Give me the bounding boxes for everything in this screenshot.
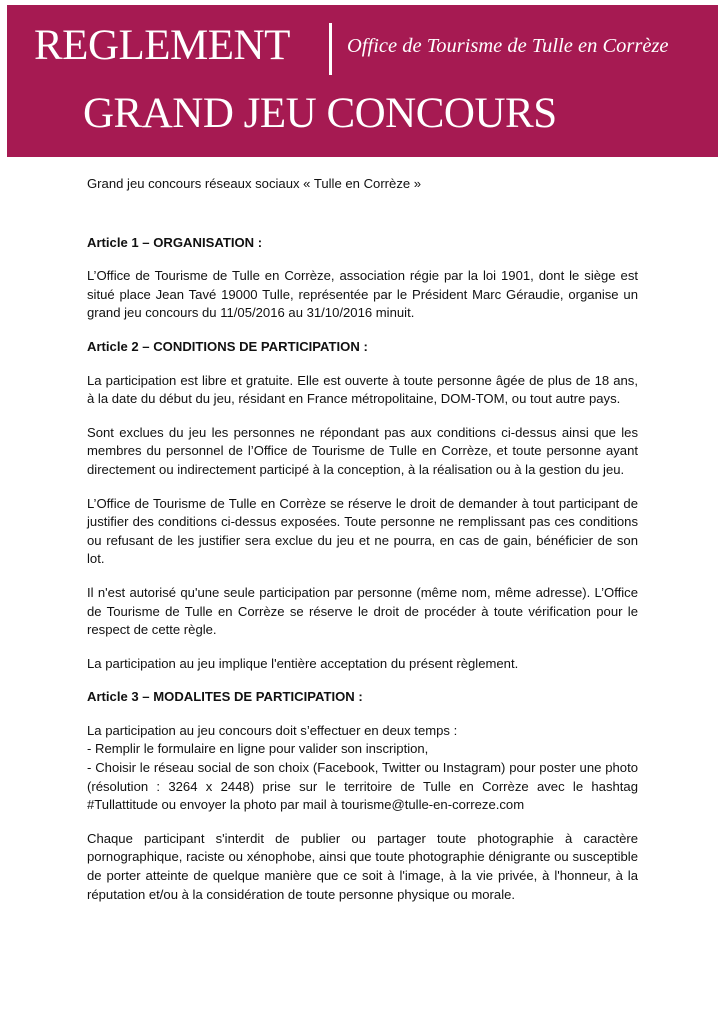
- article-1-paragraph: L’Office de Tourisme de Tulle en Corrèze, association régie par la loi 1901, dont le siège est situé place Jean Tavé 19000 Tulle, représentée par le Président Marc Géraudie, organise un grand jeu concours du 11/05/2016 au 31/10/2016 minuit.: [87, 268, 638, 321]
- document-body: [87, 175, 638, 919]
- title-grand-jeu-concours: GRAND JEU CONCOURS: [83, 90, 557, 137]
- title-reglement: REGLEMENT: [34, 22, 290, 69]
- article-3-heading: Article 3 – MODALITES DE PARTICIPATION :: [87, 689, 363, 705]
- article-3-line: - Choisir le réseau social de son choix (Facebook, Twitter ou Instagram) pour poster une photo (résolution : 3264 x 2448) prise sur le territoire de Tulle en Corrèze avec le hashtag #Tullattitude ou envoyer la photo par mail à tourisme@tulle-en-correze.com: [87, 760, 638, 813]
- article-3-paragraph: Chaque participant s'interdit de publier ou partager toute photographie à caractère pornographique, raciste ou xénophobe, ainsi que toute photographie dénigrante ou susceptible de porter atteinte de quelque manière que ce soit à l'image, à la vie privée, à l'honneur, à la réputation et/ou à la considération de toute personne physique ou morale.: [87, 830, 638, 902]
- article-2-heading: Article 2 – CONDITIONS DE PARTICIPATION :: [87, 338, 368, 354]
- article-2-paragraph: Sont exclues du jeu les personnes ne répondant pas aux conditions ci-dessus ainsi que les membres du personnel de l’Office de Tourisme de Tulle en Corrèze, et toute personne ayant directement ou indirectement participé à la conception, à la réalisation ou à la gestion du jeu.: [87, 424, 638, 477]
- article-3-steps: [87, 722, 638, 815]
- organization-name: Office de Tourisme de Tulle en Corrèze: [347, 35, 669, 57]
- header-banner: [7, 5, 718, 157]
- header-divider: [329, 23, 332, 75]
- article-3-line: - Remplir le formulaire en ligne pour valider son inscription,: [87, 741, 429, 757]
- article-2-paragraph: Il n'est autorisé qu'une seule participation par personne (même nom, même adresse). L’Office de Tourisme de Tulle en Corrèze se réserve le droit de procéder à toute vérification pour le respect de cette règle.: [87, 584, 638, 638]
- article-2-paragraph: L’Office de Tourisme de Tulle en Corrèze se réserve le droit de demander à tout participant de justifier des conditions ci-dessus exposées. Toute personne ne remplissant pas ces conditions ou refusant de les justifier sera exclue du jeu et ne pourra, en cas de gain, bénéficier de son lot.: [87, 495, 638, 567]
- intro-line: Grand jeu concours réseaux sociaux « Tulle en Corrèze »: [87, 176, 422, 191]
- article-3-line: La participation au jeu concours doit s’effectuer en deux temps :: [87, 722, 458, 738]
- article-2-paragraph: La participation est libre et gratuite. Elle est ouverte à toute personne âgée de plus de 18 ans, à la date du début du jeu, résidant en France métropolitaine, DOM-TOM, ou tout autre pays.: [87, 372, 638, 407]
- article-2-paragraph: La participation au jeu implique l'entière acceptation du présent règlement.: [87, 655, 519, 671]
- article-1-heading: Article 1 – ORGANISATION :: [87, 234, 263, 250]
